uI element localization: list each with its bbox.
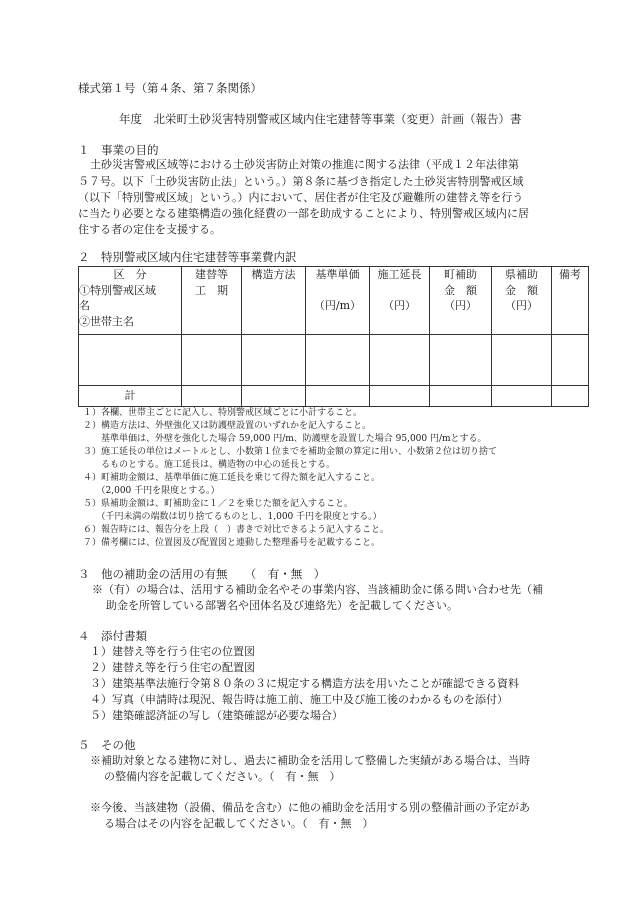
cost-breakdown-table [78,266,589,407]
cell-total[interactable] [370,386,430,407]
header-category-zone-suffix: 名 [79,299,90,312]
header-period-line2: 工 期 [195,283,228,297]
note-item: ５）県補助金額は、町補助金に１／２を乗じた額を記入すること。 [83,499,354,509]
section4-heading: ４ 添付書類 [78,629,147,643]
cell-total[interactable] [306,386,370,407]
note-item: （千円未満の端数は切り捨てるものとし、1,000 千円を限度とする。） [83,512,382,522]
section1-heading: １ 事業の目的 [78,143,159,157]
section1-line: 土砂災害警戒区域等における土砂災害防止対策の推進に関する法律（平成１２年法律第 [90,158,519,171]
header-town-line1: 町補助 [444,268,477,281]
table-total-row [79,386,589,407]
header-pref-unit: （円） [505,299,538,312]
header-category [79,267,182,335]
attachment-item: ４）写真（申請時は現況、報告時は施工前、施工中及び施工後のわかるものを添付） [90,693,508,706]
header-town-subsidy [430,267,492,335]
section2-heading: ２ 特別警戒区域内住宅建替等事業費内訳 [78,250,297,264]
section1-line: （以下「特別警戒区域」という。）内において、居住者が住宅及び避難所の建替え等を行う [78,191,524,204]
note-item: （2,000 千円を限度とする。） [83,486,220,496]
cell-entry[interactable] [182,335,242,386]
cell-total[interactable] [242,386,306,407]
header-remarks [552,267,589,335]
header-period-line1: 建替等 [195,268,228,281]
section5-heading: ５ その他 [78,738,136,752]
cell-total[interactable] [182,386,242,407]
note-item: ２）構造方法は、外壁強化又は防護壁設置のいずれかを記入すること。 [83,421,372,431]
section1-line: ５７号。以下「土砂災害防止法」という。）第８条に基づき指定した土砂災害特別警戒区域 [78,175,524,188]
header-unit-price-line1: 基準単価 [315,268,360,281]
header-prefecture-subsidy [492,267,552,335]
cell-entry[interactable] [306,335,370,386]
cell-entry[interactable] [492,335,552,386]
note-item: 基準単価は、外壁を強化した場合 59,000 円/m、防護壁を設置した場合 95,000 円/mとする。 [83,434,487,444]
cell-entry[interactable] [79,335,182,386]
header-unit-price-unit: （円/m） [313,299,362,312]
header-category-householder: ②世帯主名 [79,314,134,328]
header-structure-line1: 構造方法 [251,268,296,281]
note-item: ３）施工延長の単位はメートルとし、小数第１位までを補助金額の算定に用い、小数第２位は切り捨て [83,447,498,457]
note-item: ４）町補助金額は、基準単価に施工延長を乗じて得た額を記入すること。 [83,473,381,483]
attachment-item: ５）建築確認済証の写し（建築確認が必要な場合） [90,709,343,722]
header-town-line2: 金 額 [444,283,477,297]
section3-line: 助金を所管している部署名や団体名及び連絡先）を記載してください。 [106,599,458,612]
header-category-zone: ①特別警戒区域 [79,283,156,297]
other-item2-line: る場合はその内容を記載してください。（ 有・無 ） [104,817,374,830]
header-town-unit: （円） [444,299,477,312]
section1-line: 住する者の定住を支援する。 [78,223,221,236]
section1-line: に当たり必要となる建築構造の強化経費の一部を助成することにより、特別警戒区域内に居 [78,207,529,220]
table-entry-row [79,335,589,386]
note-item: ７）備考欄には、位置図及び配置図と連動した整理番号を記載すること。 [83,538,381,548]
cell-entry[interactable] [430,335,492,386]
table-header-row [79,267,589,335]
other-item1-line: ※補助対象となる建物に対し、過去に補助金を活用して整備した実績がある場合は、当時 [90,754,530,767]
attachment-item: ３）建築基準法施行令第８０条の３に規定する構造方法を用いたことが確認できる資料 [90,677,519,690]
note-item: るものとする。施工延長は、構造物の中心の延長とする。 [83,460,336,470]
section3-heading: ３ 他の補助金の活用の有無 （ 有・無 ） [78,567,326,581]
header-base-unit-price [306,267,370,335]
header-length-unit: （円） [383,299,416,312]
section3-line: ※（有）の場合は、活用する補助金名やその事業内容、当該補助金に係る問い合わせ先（補 [92,583,543,596]
cell-total[interactable] [430,386,492,407]
cell-total[interactable] [492,386,552,407]
header-construction-length [370,267,430,335]
page-title: 年度 北栄町土砂災害特別警戒区域内住宅建替等事業（変更）計画（報告）書 [119,112,522,126]
header-pref-line2: 金 額 [505,283,538,297]
cell-total[interactable] [552,386,589,407]
other-item2-line: ※今後、当該建物（設備、備品を含む）に他の補助金を活用する別の整備計画の予定があ [90,801,530,814]
header-category-title: 区 分 [113,268,147,281]
cell-entry[interactable] [552,335,589,386]
form-number: 様式第１号（第４条、第７条関係） [78,81,262,95]
total-label: 計 [79,386,182,407]
attachment-item: ２）建替え等を行う住宅の配置図 [90,661,255,674]
cell-entry[interactable] [370,335,430,386]
header-pref-line1: 県補助 [505,268,538,281]
header-structure-method [242,267,306,335]
attachment-item: １）建替え等を行う住宅の位置図 [90,645,255,658]
header-remarks-line1: 備考 [559,268,581,281]
header-construction-period [182,267,242,335]
note-item: １）各欄、世帯主ごとに記入し、特別警戒区域ごとに小計すること。 [83,408,363,418]
note-item: ６）報告時には、報告分を上段（ ）書きで対比できるよう記入すること。 [83,525,390,535]
other-item1-line: の整備内容を記載してください。（ 有・無 ） [104,770,341,783]
header-length-line1: 施工延長 [377,268,422,281]
cell-entry[interactable] [242,335,306,386]
